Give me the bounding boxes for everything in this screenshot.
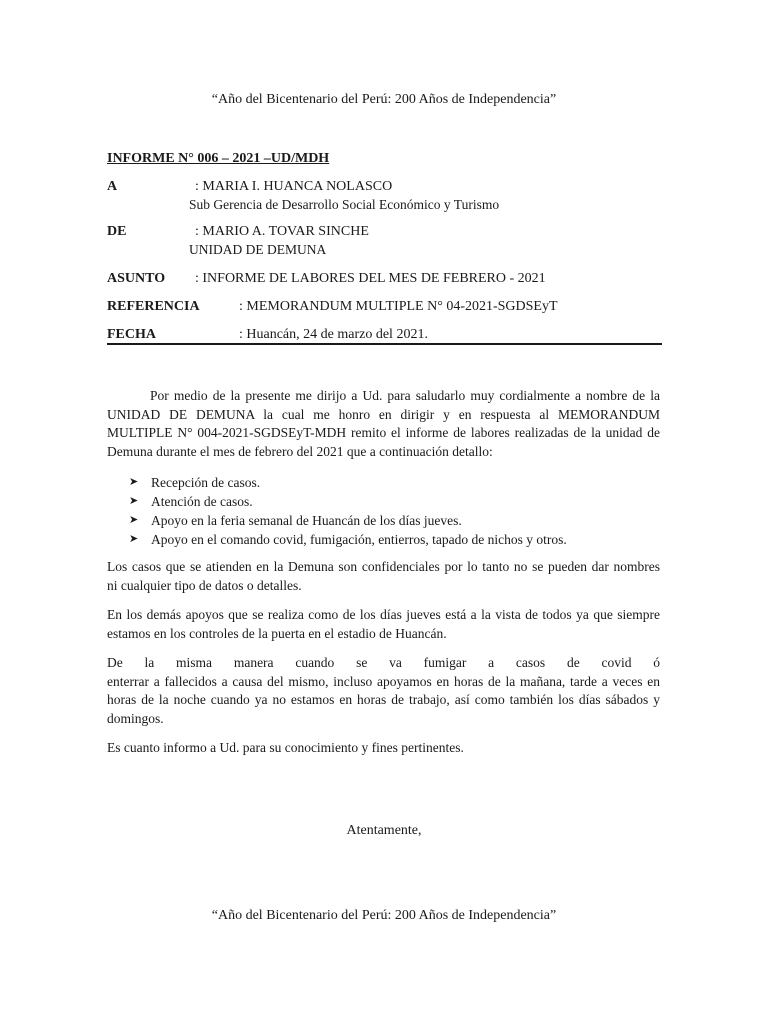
label-referencia: REFERENCIA	[107, 299, 200, 314]
arrowhead-bullet-icon: ➤	[129, 533, 139, 545]
label-a: A	[107, 179, 118, 194]
support-paragraph	[107, 606, 660, 643]
paragraph-line: De la misma manera cuando se va fumigar a casos de covid ó	[107, 655, 660, 670]
motto-bottom: “Año del Bicentenario del Perú: 200 Años de Independencia”	[211, 908, 557, 923]
closing-salutation: Atentamente,	[346, 823, 422, 838]
list-item-text: Recepción de casos.	[151, 475, 261, 490]
arrowhead-bullet-icon: ➤	[129, 514, 139, 526]
paragraph-line: estamos en los controles de la puerta en el estadio de Huancán.	[107, 625, 447, 641]
list-item	[129, 492, 567, 511]
arrowhead-bullet-icon: ➤	[129, 476, 139, 488]
paragraph-line: domingos.	[107, 710, 164, 726]
activity-list	[129, 473, 567, 549]
intro-line: UNIDAD DE DEMUNA la cual me honro en dirigir y en respuesta al MEMORANDUM	[107, 406, 660, 422]
covid-paragraph	[107, 654, 660, 728]
paragraph-line: Los casos que se atienden en la Demuna son confidenciales por lo tanto no se pueden dar nombres	[107, 559, 660, 574]
intro-line: Demuna durante el mes de febrero del 2021 que a continuación detallo:	[107, 443, 493, 459]
sub-de: UNIDAD DE DEMUNA	[189, 242, 327, 257]
report-title: INFORME N° 006 – 2021 –UD/MDH	[107, 151, 330, 166]
motto-top: “Año del Bicentenario del Perú: 200 Años de Independencia”	[211, 92, 557, 107]
list-item	[129, 473, 567, 492]
label-fecha: FECHA	[107, 327, 156, 342]
sub-a: Sub Gerencia de Desarrollo Social Económico y Turismo	[189, 197, 500, 212]
label-asunto: ASUNTO	[107, 271, 166, 286]
closing-paragraph: Es cuanto informo a Ud. para su conocimiento y fines pertinentes.	[107, 740, 464, 755]
intro-paragraph	[107, 387, 660, 461]
header-divider	[107, 343, 662, 345]
confidentiality-paragraph	[107, 558, 660, 595]
value-a: : MARIA I. HUANCA NOLASCO	[195, 179, 393, 194]
list-item-text: Atención de casos.	[151, 494, 253, 509]
list-item	[129, 530, 567, 549]
paragraph-line: En los demás apoyos que se realiza como de los días jueves está a la vista de todos ya que siempre	[107, 607, 660, 622]
value-asunto: : INFORME DE LABORES DEL MES DE FEBRERO - 2021	[195, 271, 546, 286]
list-item-text: Apoyo en la feria semanal de Huancán de los días jueves.	[151, 513, 462, 528]
list-item	[129, 511, 567, 530]
list-item-text: Apoyo en el comando covid, fumigación, entierros, tapado de nichos y otros.	[151, 532, 567, 547]
paragraph-line: enterrar a fallecidos a causa del mismo, incluso apoyamos en horas de la mañana, tarde a veces en	[107, 673, 660, 689]
value-de: : MARIO A. TOVAR SINCHE	[195, 224, 369, 239]
value-fecha: : Huancán, 24 de marzo del 2021.	[239, 327, 428, 342]
intro-line: MULTIPLE N° 004-2021-SGDSEyT-MDH remito el informe de labores realizadas de la unidad de	[107, 425, 660, 440]
value-referencia: : MEMORANDUM MULTIPLE N° 04-2021-SGDSEyT	[239, 299, 558, 314]
paragraph-line: ni cualquier tipo de datos o detalles.	[107, 577, 302, 593]
arrowhead-bullet-icon: ➤	[129, 495, 139, 507]
paragraph-line: horas de la noche cuando ya no estamos en horas de trabajo, así como también los días sábados y	[107, 692, 660, 707]
intro-line: Por medio de la presente me dirijo a Ud. para saludarlo muy cordialmente a nombre de la	[150, 388, 660, 403]
label-de: DE	[107, 224, 127, 239]
